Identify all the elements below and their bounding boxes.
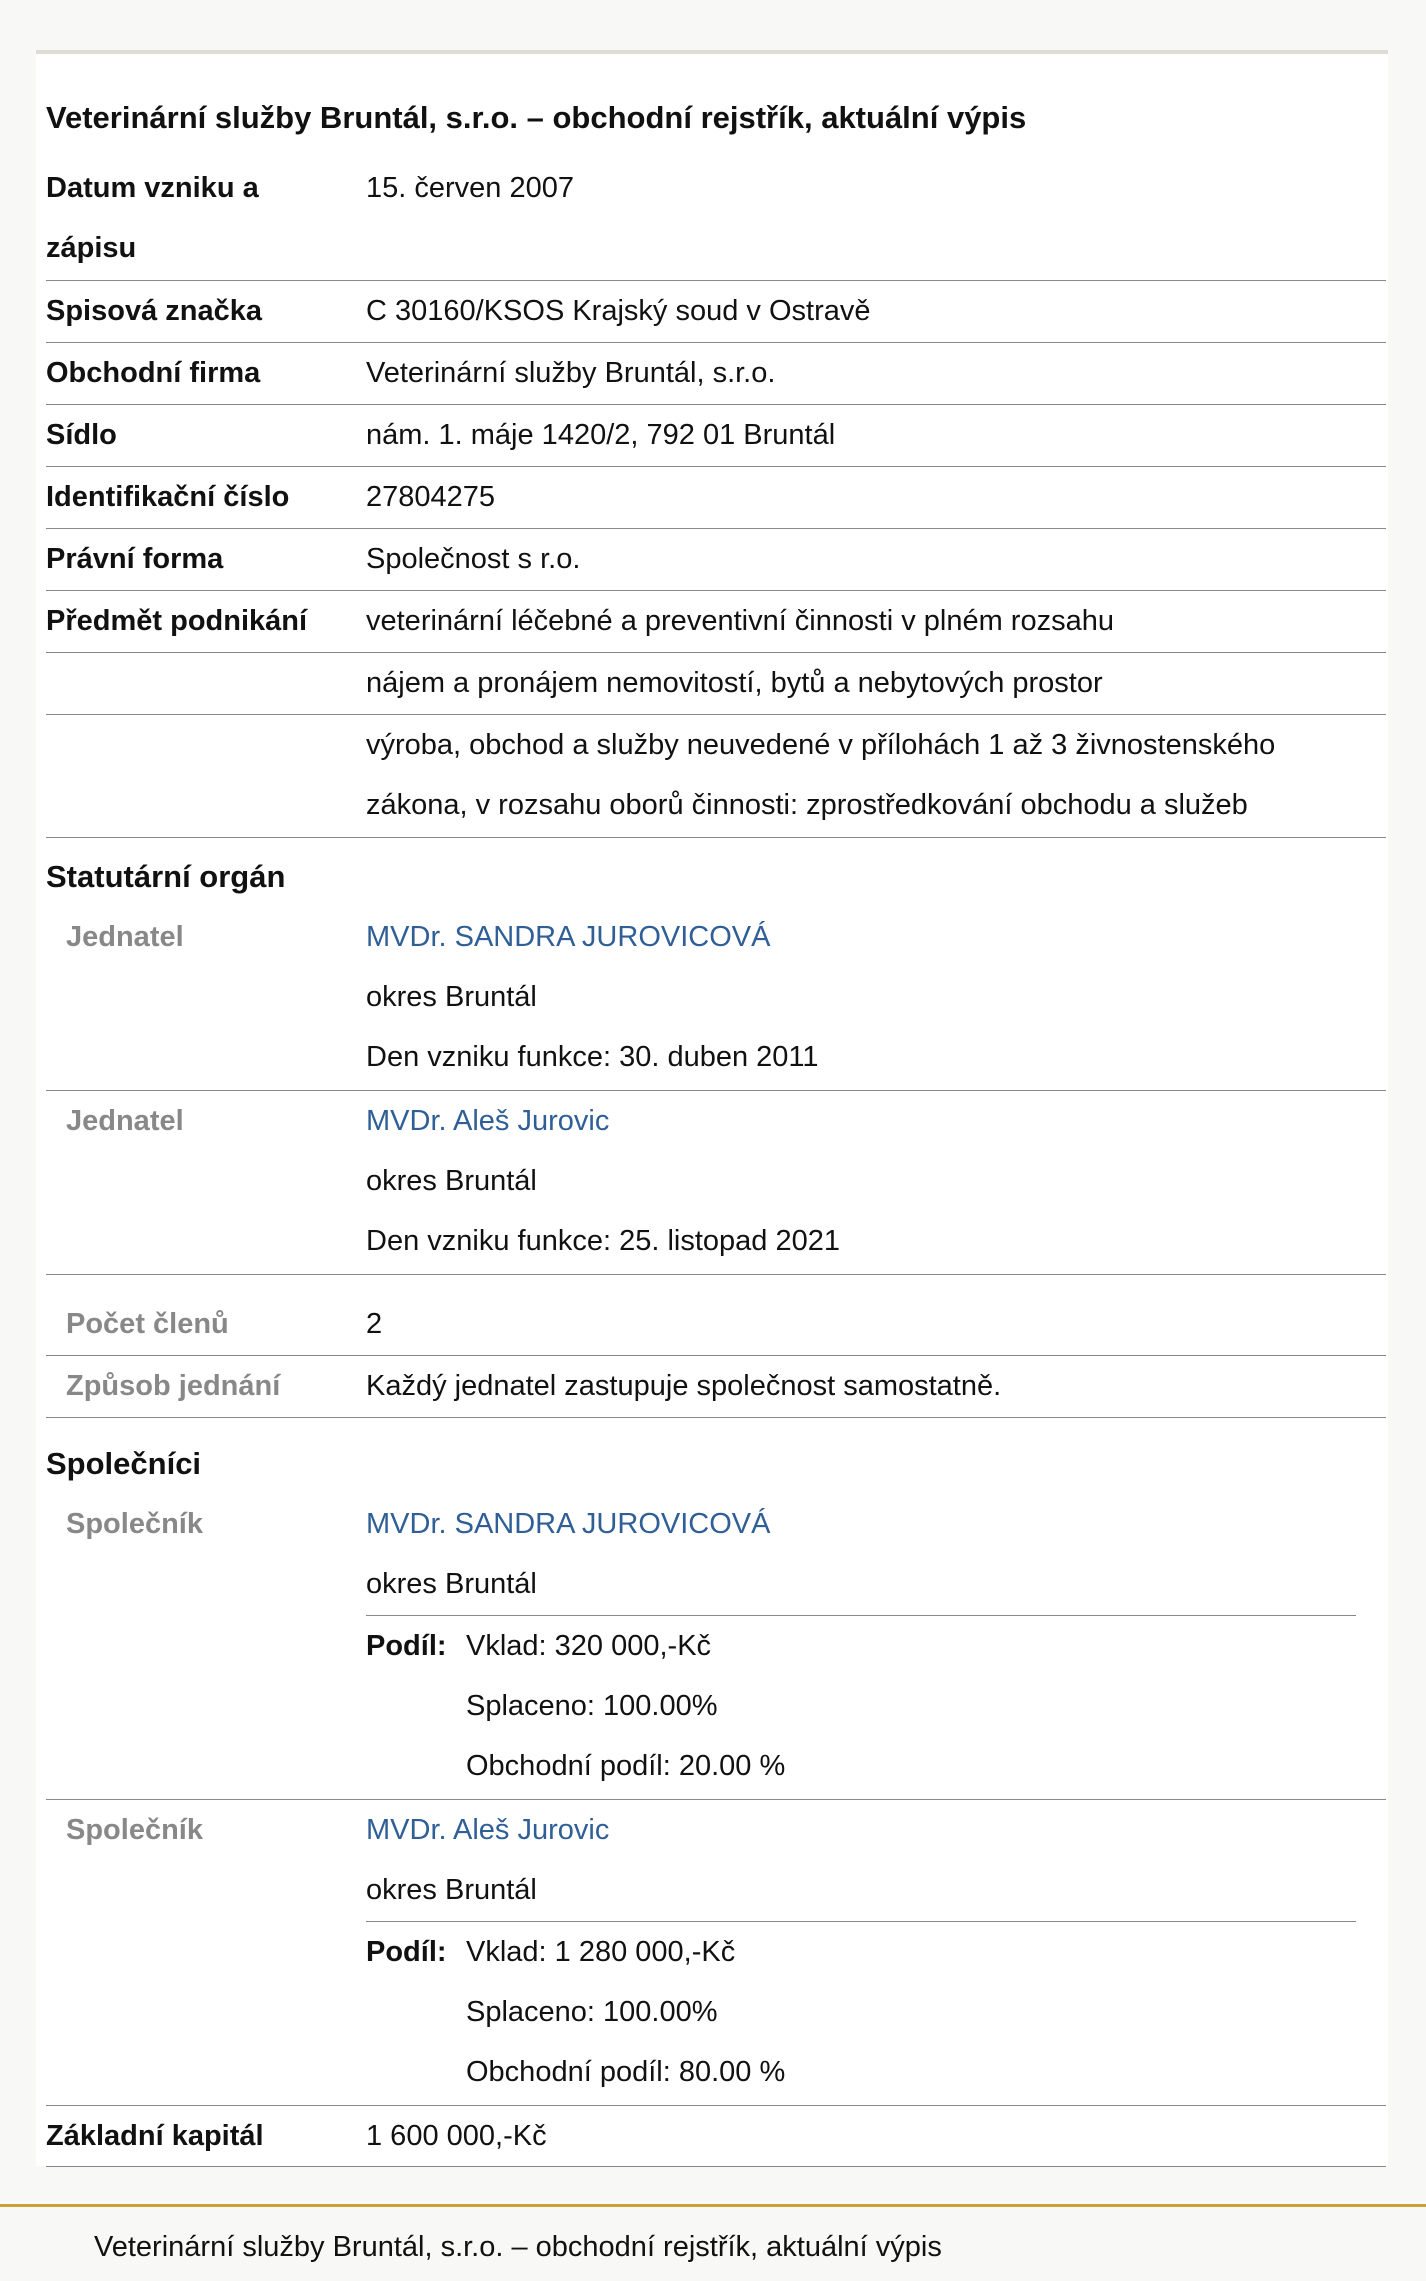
member-details <box>366 907 1366 1087</box>
share-label: Podíl: <box>366 1936 447 1968</box>
share-vklad: Vklad: 320 000,-Kč <box>466 1630 712 1662</box>
share-vklad: Vklad: 1 280 000,-Kč <box>466 1936 736 1968</box>
partner-details <box>366 1800 1366 1920</box>
row-zakladni-kapital <box>46 2106 1386 2167</box>
row-predmet-2 <box>46 653 1386 715</box>
partner-district: okres Bruntál <box>366 1874 537 1906</box>
row-pravni-forma <box>46 529 1386 591</box>
row-value: nám. 1. máje 1420/2, 792 01 Bruntál <box>366 419 836 451</box>
person-link[interactable]: MVDr. Aleš Jurovic <box>366 1105 610 1137</box>
row-datum-vzniku <box>46 158 1386 281</box>
share-values <box>466 1616 785 1796</box>
row-value: výroba, obchod a služby neuvedené v přílohách 1 až 3 živnostenského zákona, v rozsahu oborů činnosti: zprostředkování obchodu a služeb <box>366 729 1276 821</box>
row-label: Identifikační číslo <box>46 481 290 513</box>
share-splaceno: Splaceno: 100.00% <box>466 1996 718 2028</box>
row-spisova-znacka <box>46 281 1386 343</box>
footer <box>0 2204 1426 2281</box>
partner-entry <box>46 1494 1386 1800</box>
share-values <box>466 1922 785 2102</box>
row-value: nájem a pronájem nemovitostí, bytů a nebytových prostor <box>366 667 1103 699</box>
member-since: Den vzniku funkce: 30. duben 2011 <box>366 1041 819 1073</box>
row-value: veterinární léčebné a preventivní činnosti v plném rozsahu <box>366 605 1114 637</box>
row-value: Společnost s r.o. <box>366 543 581 575</box>
member-role: Jednatel <box>66 1105 184 1137</box>
row-sidlo <box>46 405 1386 467</box>
row-label: Počet členů <box>66 1308 229 1340</box>
share-label: Podíl: <box>366 1630 447 1662</box>
share-block <box>366 1615 1356 1798</box>
row-value: 27804275 <box>366 481 496 513</box>
person-link[interactable]: MVDr. SANDRA JUROVICOVÁ <box>366 921 771 953</box>
row-value: 2 <box>366 1308 383 1340</box>
partner-role: Společník <box>66 1814 203 1846</box>
row-label: Spisová značka <box>46 295 262 327</box>
page-title: Veterinární služby Bruntál, s.r.o. – obchodní rejstřík, aktuální výpis <box>46 100 1027 135</box>
footer-text: Veterinární služby Bruntál, s.r.o. – obchodní rejstřík, aktuální výpis <box>94 2231 942 2263</box>
member-district: okres Bruntál <box>366 1165 537 1197</box>
statutory-member <box>46 1091 1386 1275</box>
partner-details <box>366 1494 1366 1614</box>
member-since: Den vzniku funkce: 25. listopad 2021 <box>366 1225 840 1257</box>
member-district: okres Bruntál <box>366 981 537 1013</box>
member-details <box>366 1091 1366 1271</box>
row-label: Základní kapitál <box>46 2120 264 2152</box>
register-extract-card <box>36 50 1388 2166</box>
row-value: C 30160/KSOS Krajský soud v Ostravě <box>366 295 871 327</box>
row-value: 15. červen 2007 <box>366 172 574 204</box>
row-label: Obchodní firma <box>46 357 261 389</box>
partner-district: okres Bruntál <box>366 1568 537 1600</box>
row-value: Každý jednatel zastupuje společnost samostatně. <box>366 1370 1002 1402</box>
row-ico <box>46 467 1386 529</box>
row-label: Předmět podnikání <box>46 605 308 637</box>
row-zpusob-jednani <box>46 1356 1386 1418</box>
row-predmet-1 <box>46 591 1386 653</box>
member-role: Jednatel <box>66 921 184 953</box>
row-label: Sídlo <box>46 419 117 451</box>
row-label: Datum vzniku a zápisu <box>46 172 259 264</box>
row-value: Veterinární služby Bruntál, s.r.o. <box>366 357 776 389</box>
person-link[interactable]: MVDr. SANDRA JUROVICOVÁ <box>366 1508 771 1540</box>
row-pocet-clenu <box>46 1294 1386 1356</box>
row-obchodni-firma <box>46 343 1386 405</box>
person-link[interactable]: MVDr. Aleš Jurovic <box>366 1814 610 1846</box>
share-podil: Obchodní podíl: 20.00 % <box>466 1750 786 1782</box>
row-predmet-3 <box>46 715 1386 838</box>
row-value: 1 600 000,-Kč <box>366 2120 547 2152</box>
row-label: Způsob jednání <box>66 1370 281 1402</box>
partner-entry <box>46 1800 1386 2106</box>
row-label: Právní forma <box>46 543 224 575</box>
share-block <box>366 1921 1356 2104</box>
partner-role: Společník <box>66 1508 203 1540</box>
section-heading-statutarni: Statutární orgán <box>46 859 286 894</box>
section-heading-spolecnici: Společníci <box>46 1446 202 1481</box>
share-podil: Obchodní podíl: 80.00 % <box>466 2056 786 2088</box>
statutory-member <box>46 907 1386 1091</box>
share-splaceno: Splaceno: 100.00% <box>466 1690 718 1722</box>
